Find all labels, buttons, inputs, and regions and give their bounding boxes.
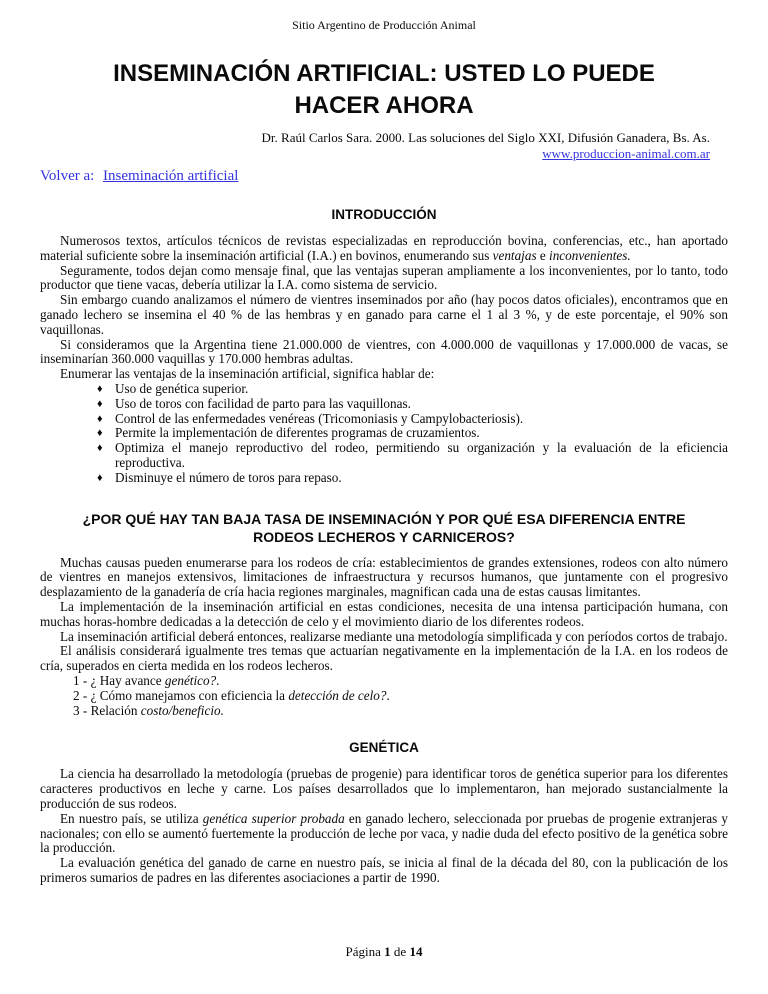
list-item-text: Disminuye el número de toros para repaso.	[115, 469, 342, 485]
diamond-bullet-icon: ♦	[97, 471, 103, 484]
paragraph: Si consideramos que la Argentina tiene 21.000.000 de vientres, con 4.000.000 de vaquillonas y 17.000.000 de vacas, se inseminarían 360.000 vaquillas y 170.000 hembras adultas.	[40, 336, 728, 367]
page-number-footer: Página 1 de 14	[345, 944, 423, 959]
list-item	[97, 426, 728, 441]
diamond-bullet-icon: ♦	[97, 427, 103, 440]
paragraph: Seguramente, todos dejan como mensaje final, que las ventajas superan ampliamente a los inconvenientes, por lo tanto, todo productor que tiene vacas, debería utilizar la I.A. como sistema de servicio.	[40, 262, 728, 293]
paragraph: Enumerar las ventajas de la inseminación artificial, significa hablar de:	[60, 366, 435, 382]
site-link-row	[40, 146, 728, 162]
advantages-list	[40, 382, 728, 486]
list-item	[97, 441, 728, 471]
paragraph: La evaluación genética del ganado de carne en nuestro país, se inicia al final de la década del 80, con la publicación de los primeros sumarios de padres en las diferentes asociaciones a partir de 1990.	[40, 855, 728, 885]
numbered-list	[40, 674, 728, 718]
section-heading-genetica: GENÉTICA	[349, 740, 419, 756]
paragraph: Sin embargo cuando analizamos el número de vientres inseminados por año (hay pocos datos oficiales), encontramos que en ganado lechero se insemina el 40 % de las hembras y en ganado para carne el 1 al 3 %, y de este porcentaje, el 90% son vaquillonas.	[40, 292, 728, 337]
paragraph: En nuestro país, se utiliza genética superior probada en ganado lechero, seleccionada por pruebas de progenie extranjeras y nacionales; con ello se aumentó fuertemente la producción de leche por vaca, y nadie duda del efecto positivo de la genética sobre la producción.	[40, 810, 728, 856]
list-item	[97, 382, 728, 397]
byline: Dr. Raúl Carlos Sara. 2000. Las soluciones del Siglo XXI, Difusión Ganadera, Bs. As.	[261, 130, 710, 145]
paragraph: La ciencia ha desarrollado la metodología (pruebas de progenie) para identificar toros de genética superior para los diferentes caracteres productivos en leche y carne. Los países desarrollados que lo implementaron, han mejorado sustancialmente la producción de sus rodeos.	[40, 766, 728, 811]
diamond-bullet-icon: ♦	[97, 442, 103, 455]
site-link[interactable]: www.produccion-animal.com.ar	[542, 146, 710, 161]
list-item	[97, 412, 728, 427]
list-item-text: Optimiza el manejo reproductivo del rodeo, permitiendo su organización y la evaluación de la eficiencia reproductiva.	[115, 440, 728, 470]
back-row	[40, 167, 728, 185]
list-item	[97, 471, 728, 486]
list-item-text: Control de las enfermedades venéreas (Tricomoniasis y Campylobacteriosis).	[115, 410, 524, 426]
running-header: Sitio Argentino de Producción Animal	[292, 18, 476, 32]
paragraph: Numerosos textos, artículos técnicos de revistas especializadas en reproducción bovina, conferencias, etc., han aportado material suficiente sobre la inseminación artificial (I.A.) en bovinos, enumerando sus ventajas e inconvenientes.	[40, 233, 728, 263]
paragraph: La implementación de la inseminación artificial en estas condiciones, necesita de una intensa participación humana, con muchas horas-hombre dedicadas a la detección de celo y el movimiento diario de los diferentes rodeos.	[40, 598, 728, 629]
diamond-bullet-icon: ♦	[97, 397, 103, 410]
numbered-item: 2 - ¿ Cómo manejamos con eficiencia la detección de celo?.	[73, 687, 390, 703]
paragraph: El análisis considerará igualmente tres temas que actuarían negativamente en la implementación de la I.A. en los rodeos de cría, superados en cierta medida en los rodeos lecheros.	[40, 643, 728, 674]
diamond-bullet-icon: ♦	[97, 382, 103, 395]
list-item	[97, 397, 728, 412]
paragraph: Muchas causas pueden enumerarse para los rodeos de cría: establecimientos de grandes extensiones, rodeos con alto número de vientres en manejos extensivos, limitaciones de infraestructura y recursos humanos, que juntamente con el progresivo desplazamiento de la ganadería de cría hacia regiones marginales, magnifican cada una de estas causas limitantes.	[40, 554, 728, 600]
document-title: INSEMINACIÓN ARTIFICIAL: USTED LO PUEDE HACER AHORA	[113, 60, 655, 119]
diamond-bullet-icon: ♦	[97, 412, 103, 425]
list-item-text: Uso de genética superior.	[115, 380, 249, 396]
numbered-item: 1 - ¿ Hay avance genético?.	[73, 672, 220, 688]
paragraph: La inseminación artificial deberá entonces, realizarse mediante una metodología simplificada y con períodos cortos de trabajo.	[60, 628, 728, 644]
list-item-text: Permite la implementación de diferentes programas de cruzamientos.	[115, 425, 480, 441]
back-link[interactable]: Inseminación artificial	[103, 168, 239, 184]
section-heading-introduccion: INTRODUCCIÓN	[331, 207, 437, 222]
list-item-text: Uso de toros con facilidad de parto para las vaquillonas.	[115, 395, 411, 411]
section-heading-rodeos: ¿POR QUÉ HAY TAN BAJA TASA DE INSEMINACIÓN Y POR QUÉ ESA DIFERENCIA ENTRE RODEOS LECHEROS Y CARNICEROS?	[82, 510, 686, 545]
back-label: Volver a:	[40, 168, 95, 184]
numbered-item: 3 - Relación costo/beneficio.	[73, 702, 224, 718]
